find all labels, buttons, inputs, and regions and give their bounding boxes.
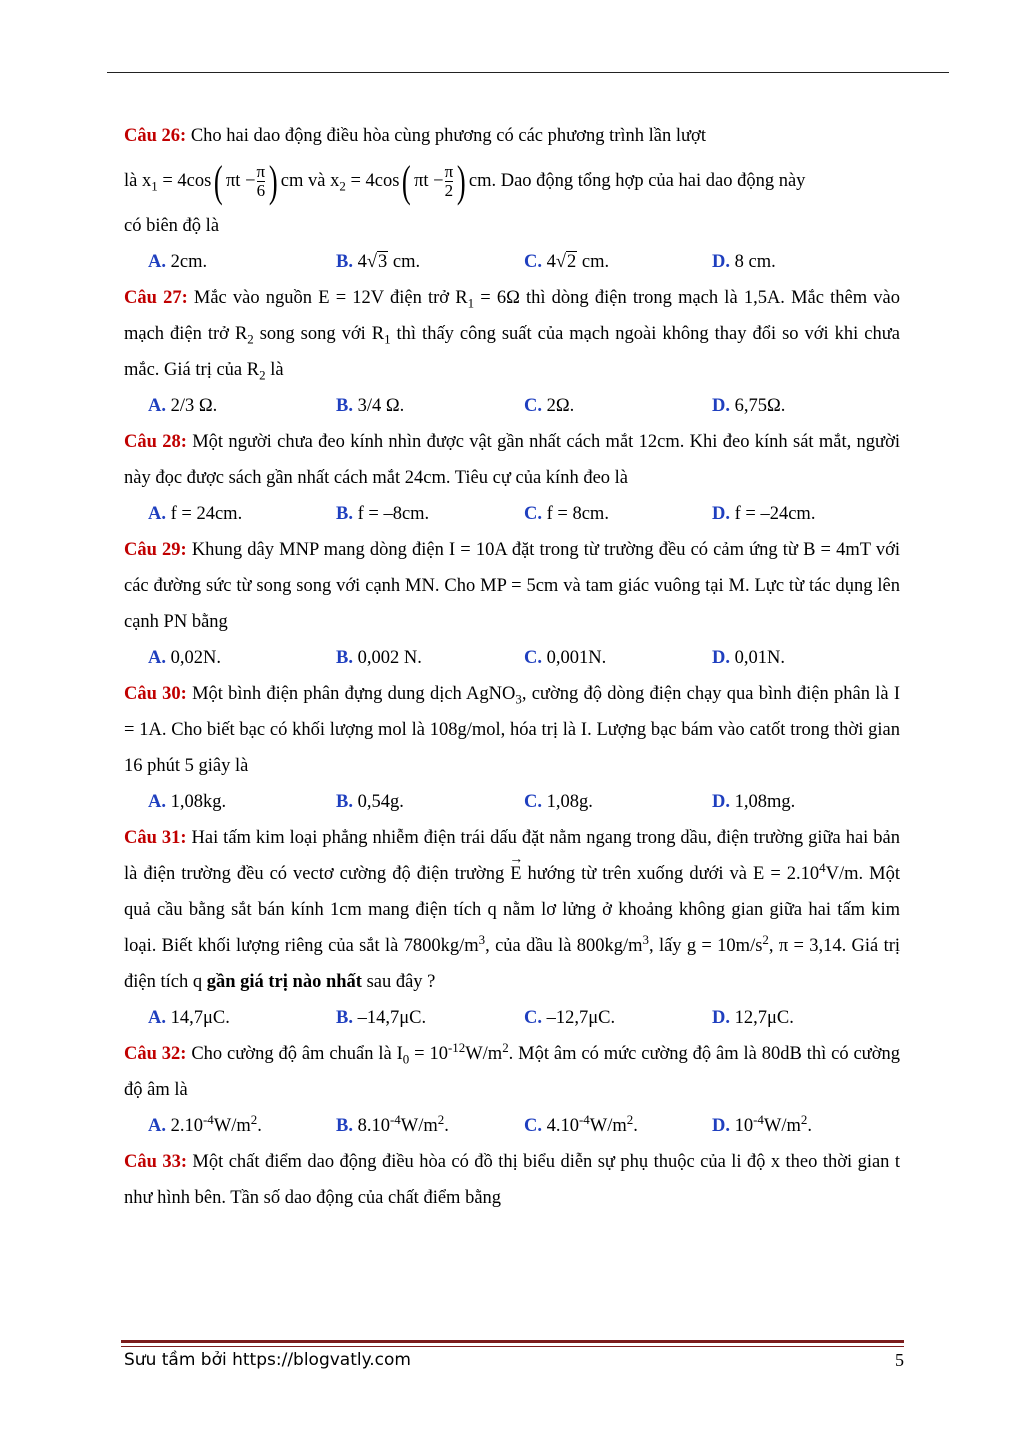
subscript: 1 — [151, 178, 158, 194]
options-31 — [124, 1000, 900, 1036]
option-d[interactable]: D. f = –24cm. — [712, 504, 816, 524]
right-paren: ) — [457, 156, 466, 206]
option-b[interactable]: B. $8.10^{-4}W/m^2$. — [336, 1111, 449, 1136]
question-label: Câu 29: — [124, 540, 187, 560]
option-d[interactable]: D. 1,08mg. — [712, 792, 796, 812]
option-b[interactable]: B. f = –8cm. — [336, 504, 430, 524]
equation-text: πt − — [414, 171, 444, 191]
equation-x2: và x — [303, 171, 340, 191]
emphasis-text: gần giá trị nào nhất — [206, 972, 362, 992]
option-b[interactable]: B. 4√3 cm. — [336, 252, 421, 272]
question-32: Câu 32: Cho cường độ âm chuẩn là $I_0 = 10^{-12}W/m^2$. Một âm có mức cường độ âm là 80dB thì có cường độ âm là — [124, 1039, 900, 1100]
option-a[interactable]: A. 1,08kg. — [148, 792, 227, 812]
question-label: Câu 33: — [124, 1152, 187, 1172]
option-c[interactable]: C. 1,08g. — [524, 792, 593, 812]
options-32 — [124, 1108, 900, 1144]
option-c[interactable]: C. f = 8cm. — [524, 504, 609, 524]
options-29 — [124, 640, 900, 676]
option-b[interactable]: B. 3/4 Ω. — [336, 396, 405, 416]
fraction-pi-2: $\frac{\pi}{2}$ — [444, 162, 454, 201]
option-d[interactable]: D. $10^{-4}W/m^2$. — [712, 1111, 812, 1136]
option-c[interactable]: C. $4.10^{-4}W/m^2$. — [524, 1111, 638, 1136]
option-a[interactable]: A. $2.10^{-4}W/m^2$. — [148, 1111, 262, 1136]
equation-text: = 4cos — [345, 171, 400, 191]
footer-rule — [121, 1340, 904, 1343]
question-26-equations — [124, 154, 900, 208]
question-text: Một chất điểm dao động điều hòa có đồ thị biểu diễn sự phụ thuộc của li độ x theo thời gian t như hình bên. Tần số dao động của chất điểm bằng — [124, 1152, 901, 1208]
footer-source-link[interactable]: Sưu tầm bởi https://blogvatly.com — [124, 1350, 411, 1370]
question-29 — [124, 532, 900, 640]
question-33 — [124, 1144, 900, 1216]
options-27 — [124, 388, 900, 424]
option-a[interactable]: A. 2cm. — [148, 252, 208, 272]
question-label: Câu 27: — [124, 288, 188, 308]
question-label: Câu 28: — [124, 432, 187, 452]
equation-tail: cm. Dao động tổng hợp của hai dao động này — [468, 171, 806, 191]
header-rule — [107, 72, 949, 73]
question-27: Câu 27: Mắc vào nguồn E = 12V điện trở $R_1 = 6\Omega$ thì dòng điện trong mạch là 1,5A. Mắc thêm vào mạch điện trở $R_2$ song song với $R_1$ thì thấy công suất của mạch ngoài không thay đổi so với khi chưa mắc. Giá trị của $R_2$ là — [124, 288, 901, 383]
question-label: Câu 26: — [124, 126, 187, 146]
option-d[interactable]: D. 0,01N. — [712, 648, 785, 668]
options-28 — [124, 496, 900, 532]
option-c[interactable]: C. 2Ω. — [524, 396, 575, 416]
option-a[interactable]: A. f = 24cm. — [148, 504, 243, 524]
question-text: Khung dây MNP mang dòng điện I = 10A đặt trong từ trường đều có cảm ứng từ B = 4mT với các đường sức từ song song với cạnh MN. Cho MP = 5cm và tam giác vuông tại M. Lực từ tác dụng lên cạnh PN bằng — [124, 540, 900, 632]
unit-cm: cm — [280, 171, 304, 191]
option-b[interactable]: B. 0,54g. — [336, 792, 404, 812]
equation-text: πt − — [225, 171, 256, 191]
question-31: Câu 31: Hai tấm kim loại phẳng nhiễm điện trái dấu đặt nằm ngang trong dầu, điện trường giữa hai bản là điện trường đều có vectơ cường độ điện trường → E hướng từ trên xuống dưới và $E = 2.10^4V/m$. Một quả cầu bằng sắt bán kính 1cm mang điện tích q nằm lơ lửng ở khoảng không gian giữa hai tấm kim loại. Biết khối lượng riêng của sắt là $7800kg/m^3$, của dầu là $800kg/m^3$, lấy $g = 10m/s^2$, π = 3,14. Giá trị điện tích q gần giá trị nào nhất sau đây ? — [124, 820, 900, 1000]
options-26 — [124, 244, 900, 280]
question-28 — [124, 424, 900, 496]
fraction-pi-6: $\frac{\pi}{6}$ — [256, 162, 266, 201]
question-text: có biên độ là — [124, 216, 220, 236]
subscript: 2 — [339, 178, 346, 194]
option-a[interactable]: A. 0,02N. — [148, 648, 221, 668]
question-label: Câu 32: — [124, 1044, 187, 1064]
option-c[interactable]: C. –12,7μC. — [524, 1008, 616, 1028]
left-paren: ( — [402, 156, 412, 206]
page-footer — [124, 1350, 904, 1370]
page-number: 5 — [895, 1350, 904, 1370]
options-30 — [124, 784, 900, 820]
option-d[interactable]: D. 12,7μC. — [712, 1008, 794, 1028]
option-b[interactable]: B. 0,002 N. — [336, 648, 422, 668]
question-text: Một người chưa đeo kính nhìn được vật gần nhất cách mắt 12cm. Khi đeo kính sát mắt, người này đọc được sách gần nhất cách mắt 24cm. Tiêu cự của kính đeo là — [124, 432, 901, 488]
option-d[interactable]: D. 8 cm. — [712, 252, 776, 272]
option-d[interactable]: D. 6,75Ω. — [712, 396, 786, 416]
question-list — [124, 118, 900, 1216]
option-c[interactable]: C. 4√2 cm. — [524, 252, 610, 272]
footer-rule-thin — [121, 1346, 904, 1347]
question-26 — [124, 118, 900, 154]
question-label: Câu 31: — [124, 828, 187, 848]
option-c[interactable]: C. 0,001N. — [524, 648, 607, 668]
question-label: Câu 30: — [124, 684, 187, 704]
right-paren: ) — [269, 156, 278, 206]
option-a[interactable]: A. 2/3 Ω. — [148, 396, 218, 416]
vector-e: → E — [510, 856, 521, 892]
left-paren: ( — [214, 156, 224, 206]
option-a[interactable]: A. 14,7μC. — [148, 1008, 230, 1028]
question-text: Cho hai dao động điều hòa cùng phương có các phương trình lần lượt — [186, 126, 706, 146]
option-b[interactable]: B. –14,7μC. — [336, 1008, 427, 1028]
equation-text: = 4cos — [157, 171, 212, 191]
equation-x1: là x — [124, 171, 152, 191]
question-30: Câu 30: Một bình điện phân đựng dung dịch AgNO$_3$, cường độ dòng điện chạy qua bình điện phân là I = 1A. Cho biết bạc có khối lượng mol là 108g/mol, hóa trị là I. Lượng bạc bám vào catốt trong thời gian 16 phút 5 giây là — [124, 684, 900, 776]
